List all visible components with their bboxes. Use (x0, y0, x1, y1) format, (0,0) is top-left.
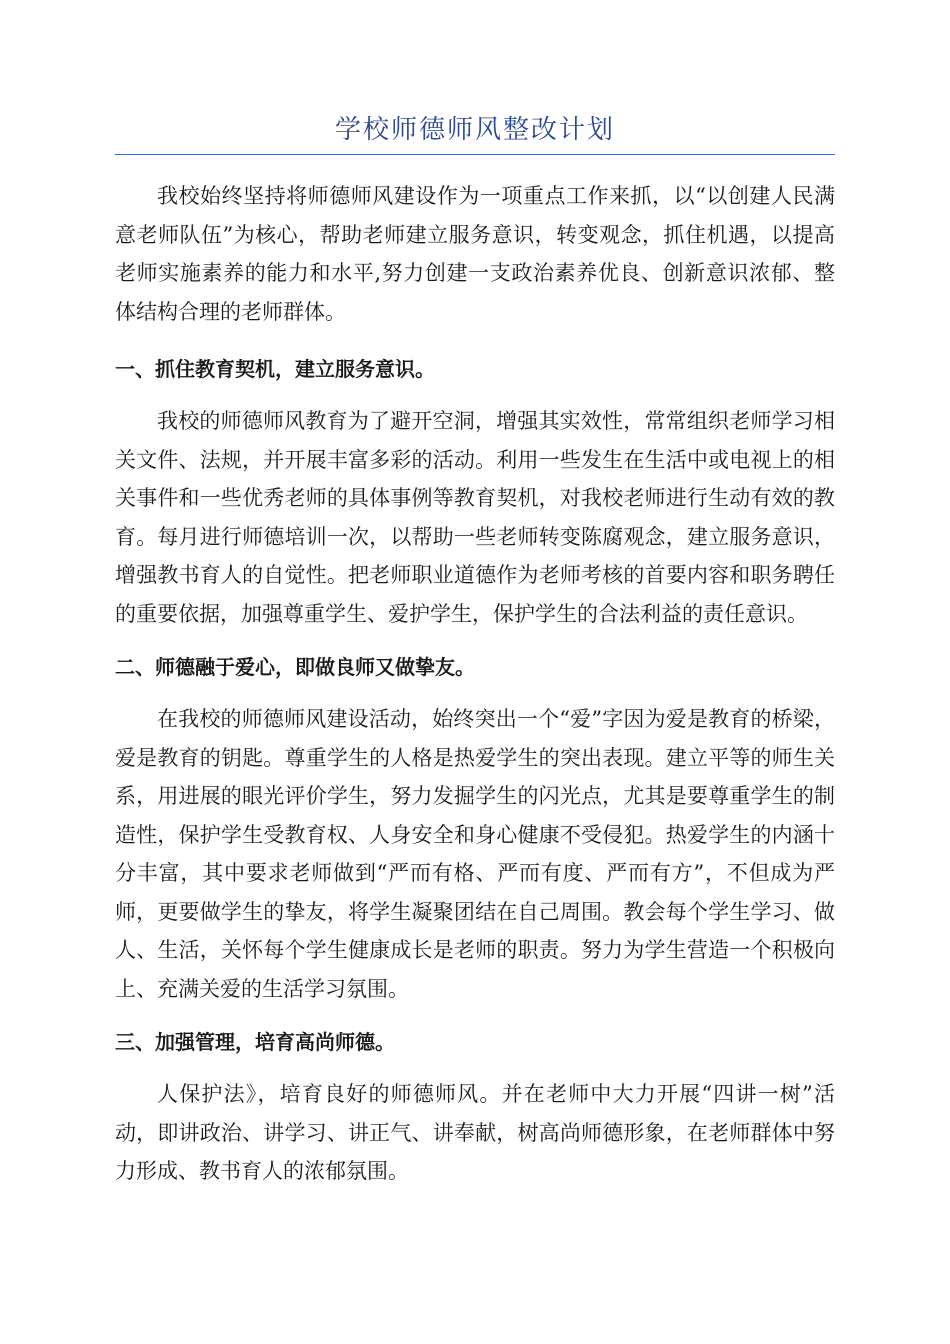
section-3-body: 人保护法》，培育良好的师德师风。并在老师中大力开展“四讲一树”活动，即讲政治、讲学习、讲正气、讲奉献，树高尚师德形象，在老师群体中努力形成、教书育人的浓郁氛围。 (115, 1082, 835, 1183)
document-page (115, 110, 835, 1191)
intro-paragraph: 我校始终坚持将师德师风建设作为一项重点工作来抓，以“以创建人民满意老师队伍”为核心，帮助老师建立服务意识，转变观念，抓住机遇，以提高老师实施素养的能力和水平,努力创建一支政治素养优良、创新意识浓郁、整体结构合理的老师群体。 (115, 184, 835, 324)
section-2-heading: 二、师德融于爱心，即做良师又做挚友。 (115, 655, 475, 679)
section-1-heading: 一、抓住教育契机，建立服务意识。 (115, 357, 435, 381)
document-title: 学校师德师风整改计划 (115, 110, 835, 155)
section-2-body: 在我校的师德师风建设活动，始终突出一个“爱”字因为爱是教育的桥梁，爱是教育的钥匙。尊重学生的人格是热爱学生的突出表现。建立平等的师生关系，用进展的眼光评价学生，努力发掘学生的闪光点，尤其是要尊重学生的制造性，保护学生受教育权、人身安全和身心健康不受侵犯。热爱学生的内涵十分丰富，其中要求老师做到“严而有格、严而有度、严而有方”，不但成为严师，更要做学生的挚友，将学生凝聚团结在自己周围。教会每个学生学习、做人、生活，关怀每个学生健康成长是老师的职责。努力为学生营造一个积极向上、充满关爱的生活学习氛围。 (115, 707, 835, 1001)
section-1-body: 我校的师德师风教育为了避开空洞，增强其实效性，常常组织老师学习相关文件、法规，并开展丰富多彩的活动。利用一些发生在生活中或电视上的相关事件和一些优秀老师的具体事例等教育契机，对我校老师进行生动有效的教育。每月进行师德培训一次，以帮助一些老师转变陈腐观念，建立服务意识，增强教书育人的自觉性。把老师职业道德作为老师考核的首要内容和职务聘任的重要依据，加强尊重学生、爱护学生，保护学生的合法利益的责任意识。 (115, 409, 835, 626)
section-3-heading: 三、加强管理，培育高尚师德。 (115, 1030, 395, 1054)
